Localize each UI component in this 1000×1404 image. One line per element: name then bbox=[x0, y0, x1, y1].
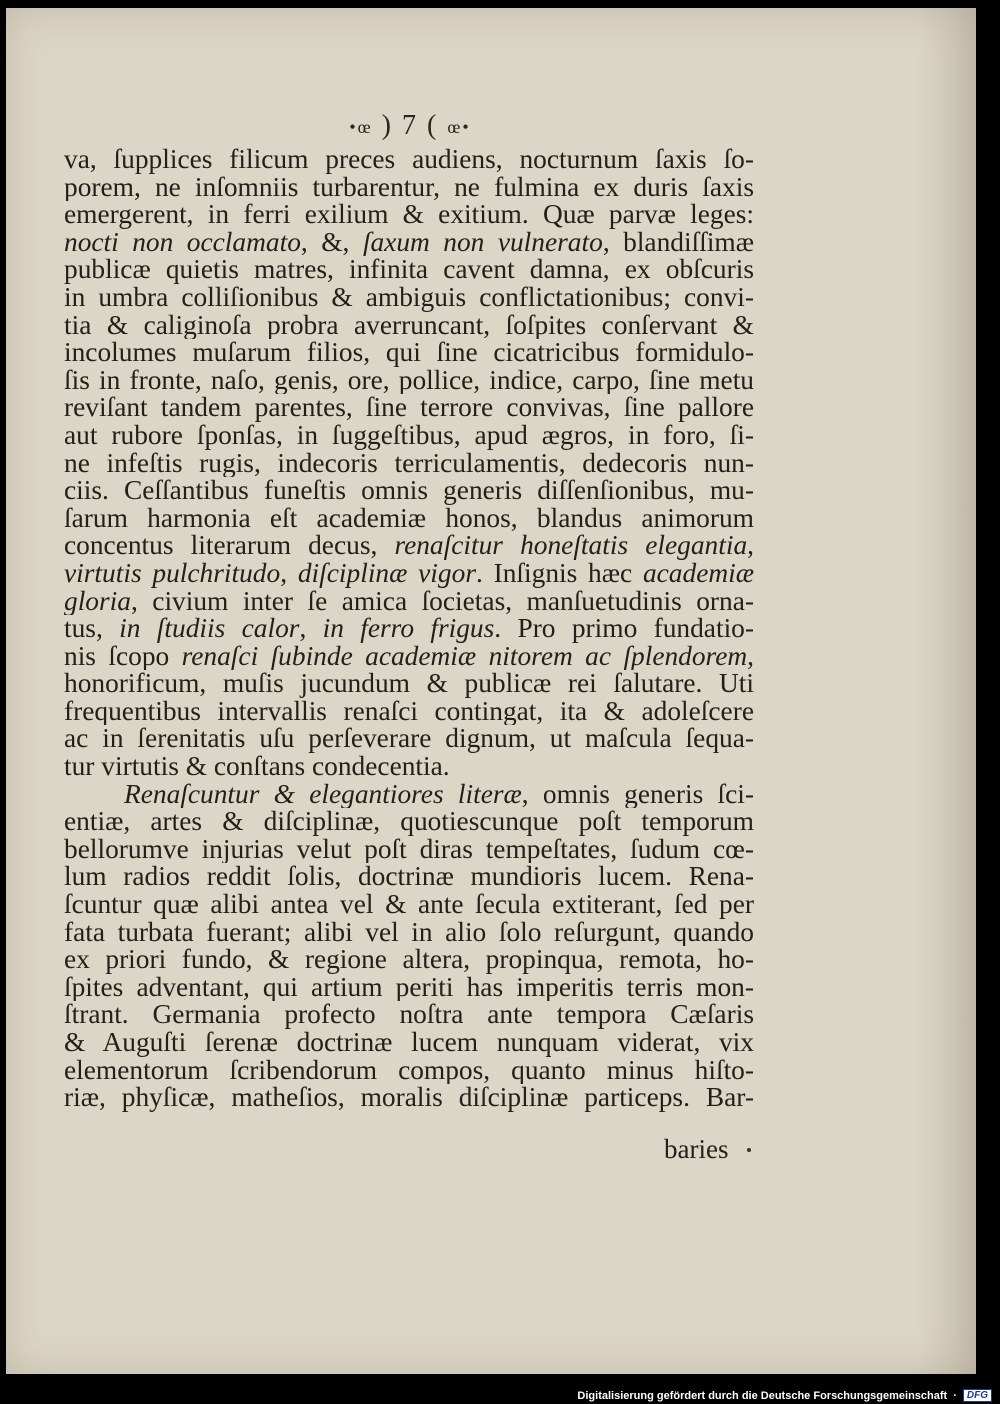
page-edge-shadow bbox=[916, 8, 976, 1374]
text-line bbox=[64, 477, 754, 505]
header-right-ornament: œ• bbox=[447, 117, 471, 138]
text-line bbox=[64, 532, 754, 560]
text-run: nis ſcopo bbox=[64, 642, 182, 671]
text-line bbox=[64, 946, 754, 974]
credit-text: Digitalisierung gefördert durch die Deutsche Forschungsgemeinschaft bbox=[577, 1389, 948, 1402]
text-run: & Auguſti ſerenæ doctrinæ lucem nunquam viderat, vix bbox=[64, 1029, 754, 1057]
text-run: ſpites adventant, qui artium periti has imperitis terris mon- bbox=[64, 973, 754, 1002]
text-line bbox=[64, 1057, 754, 1085]
text-line bbox=[64, 1084, 754, 1112]
text-line bbox=[64, 808, 754, 836]
dfg-logo-icon: DFG bbox=[963, 1389, 992, 1402]
text-run: ne infeſtis rugis, indecoris terriculamentis, dedecoris nun- bbox=[64, 449, 754, 478]
text-line bbox=[64, 256, 754, 284]
text-run: , bbox=[747, 642, 754, 671]
text-run: ex priori fundo, & regione altera, propinqua, remota, ho- bbox=[64, 946, 754, 974]
body-text bbox=[64, 146, 754, 1112]
text-line bbox=[64, 312, 754, 340]
text-run: riæ, phyſicæ, matheſios, moralis diſciplinæ particeps. Bar- bbox=[64, 1084, 754, 1112]
italic-text: gloria bbox=[64, 587, 131, 616]
text-run: , bbox=[299, 615, 323, 643]
text-run: bellorumve injurias velut poſt diras tempeſtates, ſudum cœ- bbox=[64, 835, 754, 864]
text-line bbox=[64, 863, 754, 891]
italic-text: Renaſcuntur & elegantiores literæ bbox=[124, 780, 522, 809]
text-run: , bbox=[280, 559, 298, 588]
italic-text: virtutis pulchritudo bbox=[64, 559, 281, 588]
text-run: , civium inter ſe amica ſocietas, manſuetudinis orna- bbox=[130, 587, 754, 616]
text-run: publicæ quietis matres, infinita cavent damna, ex obſcuris bbox=[64, 256, 754, 284]
text-run: . Inſignis hæc bbox=[475, 559, 643, 588]
text-run: ſtrant. Germania profecto noſtra ante tempora Cæſaris bbox=[64, 1001, 754, 1029]
text-line bbox=[64, 450, 754, 478]
text-line bbox=[64, 229, 754, 257]
text-run: reviſant tandem parentes, ſine terrore convivas, ſine pallore bbox=[64, 394, 754, 422]
text-run: emergerent, in ferri exilium & exitium. Quæ parvæ leges: bbox=[64, 201, 754, 229]
text-run: va, ſupplices filicum preces audiens, nocturnum ſaxis ſo- bbox=[64, 146, 754, 174]
text-line bbox=[64, 1029, 754, 1057]
text-run: in umbra colliſionibus & ambiguis conflictationibus; convi- bbox=[64, 283, 754, 312]
text-run: incolumes muſarum filios, qui ſine cicatricibus formidulo- bbox=[64, 339, 754, 367]
text-run: elementorum ſcribendorum compos, quanto minus hiſto- bbox=[64, 1056, 754, 1085]
text-run: , blandiſſimæ bbox=[602, 228, 754, 257]
text-line bbox=[64, 974, 754, 1002]
text-run: tia & caliginoſa probra averruncant, ſoſpites conſervant & bbox=[64, 311, 754, 340]
digitization-credit: Digitalisierung gefördert durch die Deutsche Forschungsgemeinschaft · DFG bbox=[577, 1389, 992, 1402]
text-run: honorificum, muſis jucundum & publicæ rei ſalutare. Uti bbox=[64, 670, 754, 698]
text-line bbox=[64, 670, 754, 698]
text-line bbox=[64, 284, 754, 312]
text-run: entiæ, artes & diſciplinæ, quotiescunque poſt temporum bbox=[64, 808, 754, 836]
text-line bbox=[64, 367, 754, 395]
text-run: tus, bbox=[64, 615, 120, 643]
text-run: ſarum harmonia eſt academiæ honos, blandus animorum bbox=[64, 504, 754, 533]
text-line bbox=[64, 201, 754, 229]
text-line bbox=[64, 836, 754, 864]
text-line bbox=[64, 588, 754, 616]
text-run: , bbox=[747, 532, 754, 560]
italic-text: in ſtudiis calor bbox=[119, 615, 300, 643]
text-run: ſcuntur quæ alibi antea vel & ante ſecula extiterant, ſed per bbox=[64, 891, 754, 919]
text-line bbox=[64, 781, 754, 809]
text-run: lum radios reddit ſolis, doctrinæ mundioris lucem. Rena- bbox=[64, 863, 754, 892]
text-run: , &, bbox=[300, 228, 363, 257]
text-run: aut rubore ſponſas, in ſuggeſtibus, apud ægros, in foro, ſi- bbox=[64, 421, 754, 450]
text-line bbox=[64, 698, 754, 726]
margin-mark bbox=[747, 1148, 751, 1152]
text-line bbox=[64, 643, 754, 671]
page-header bbox=[330, 110, 490, 142]
page-number: ) 7 ( bbox=[381, 110, 439, 141]
text-run: frequentibus intervallis renaſci contingat, ita & adoleſcere bbox=[64, 697, 754, 726]
header-left-ornament: •œ bbox=[349, 117, 373, 138]
text-line bbox=[64, 146, 754, 174]
italic-text: diſciplinæ vigor bbox=[297, 559, 476, 588]
italic-text: renaſcitur honeſtatis elegantia bbox=[394, 532, 748, 560]
text-run: ſis in fronte, naſo, genis, ore, pollice, indice, carpo, ſine metu bbox=[64, 366, 754, 395]
text-run: , omnis generis ſci- bbox=[521, 780, 754, 809]
text-run: porem, ne inſomniis turbarentur, ne fulmina ex duris ſaxis bbox=[64, 173, 754, 202]
text-line bbox=[64, 422, 754, 450]
text-line bbox=[64, 753, 754, 781]
text-line bbox=[64, 174, 754, 202]
text-line bbox=[64, 505, 754, 533]
text-line bbox=[64, 339, 754, 367]
text-line bbox=[64, 394, 754, 422]
italic-text: academiæ bbox=[642, 559, 754, 588]
text-line bbox=[64, 725, 754, 753]
catchword: baries bbox=[664, 1134, 729, 1164]
text-line bbox=[64, 919, 754, 947]
text-run: fata turbata fuerant; alibi vel in alio ſolo reſurgunt, quando bbox=[64, 918, 754, 947]
text-line bbox=[64, 615, 754, 643]
text-line bbox=[64, 560, 754, 588]
text-run: . Pro primo fundatio- bbox=[494, 615, 754, 643]
text-run: ac in ſerenitatis uſu perſeverare dignum, ut maſcula ſequa- bbox=[64, 725, 754, 754]
text-line bbox=[64, 1001, 754, 1029]
italic-text: ſaxum non vulnerato bbox=[362, 228, 603, 257]
italic-text: in ferro frigus bbox=[322, 615, 495, 643]
text-line bbox=[64, 891, 754, 919]
italic-text: nocti non occlamato bbox=[64, 228, 301, 257]
text-run: concentus literarum decus, bbox=[64, 532, 395, 560]
italic-text: renaſci ſubinde academiæ nitorem ac ſplendorem bbox=[181, 642, 748, 671]
text-run: tur virtutis & conſtans condecentia. bbox=[64, 753, 450, 781]
text-run: ciis. Ceſſantibus funeſtis omnis generis diſſenſionibus, mu- bbox=[64, 477, 754, 505]
